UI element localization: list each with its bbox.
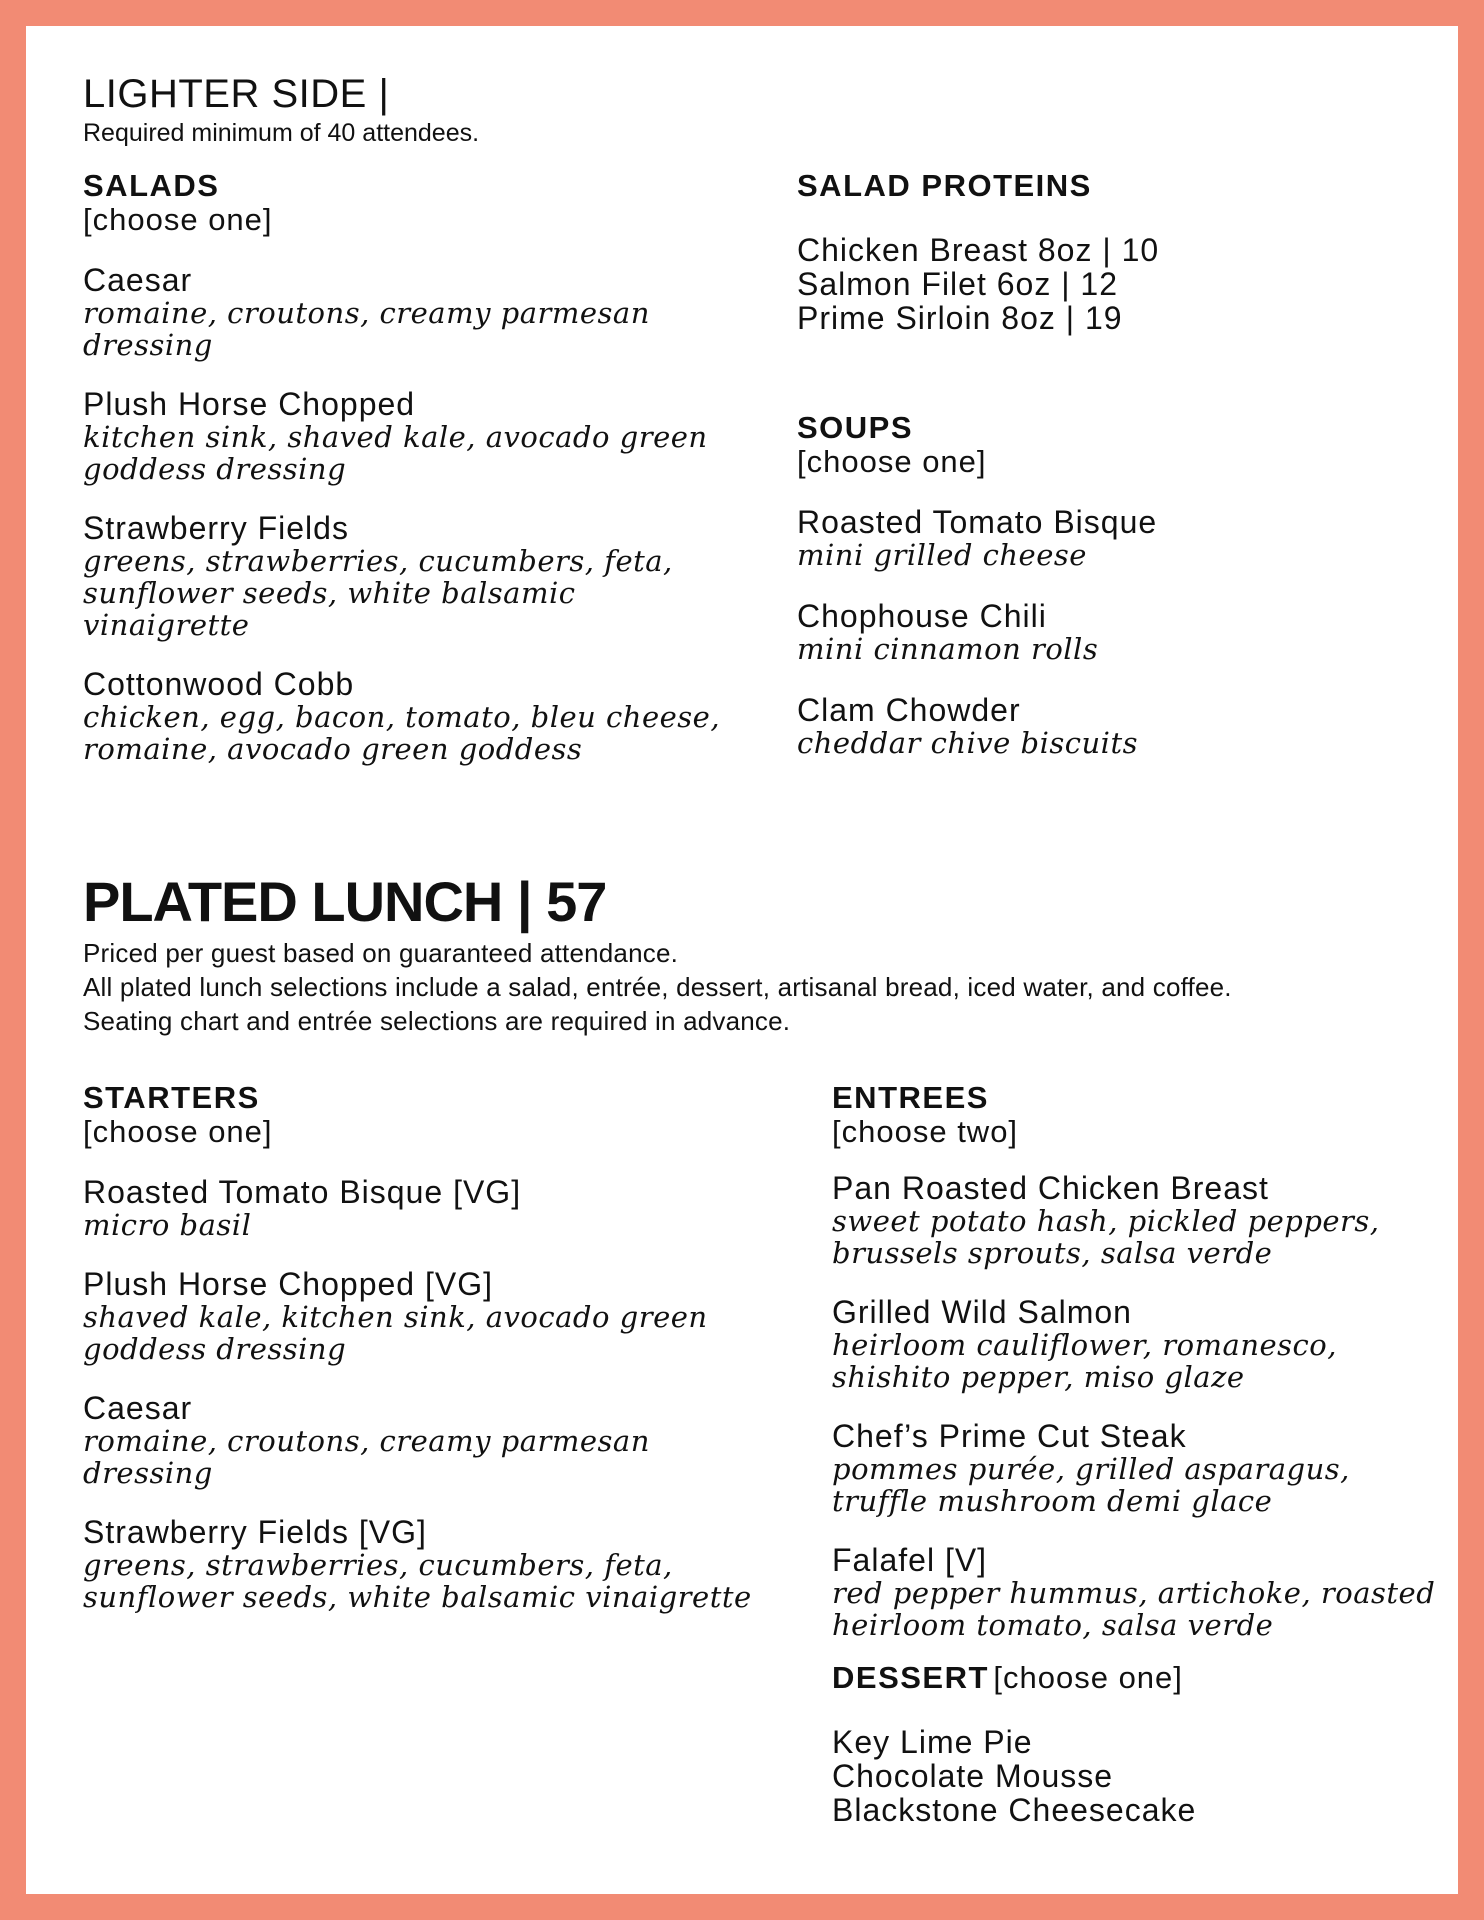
salads-section (83, 169, 783, 791)
salads-heading: SALADS (83, 168, 220, 203)
plated-lunch-notes (83, 936, 1232, 1038)
protein-item: Prime Sirloin 8oz | 19 (797, 300, 1123, 336)
soup-item-name: Clam Chowder (797, 692, 1021, 728)
soup-item-name: Chophouse Chili (797, 598, 1047, 634)
entree-item (832, 1419, 1452, 1517)
salads-choose: [choose one] (83, 202, 273, 237)
starter-item (83, 1175, 773, 1241)
soups-choose: [choose one] (797, 444, 987, 479)
salad-item-name: Strawberry Fields (83, 510, 349, 546)
starters-section (83, 1081, 803, 1639)
dessert-choose: [choose one] (993, 1660, 1183, 1695)
starter-item-desc: micro basil (83, 1208, 252, 1242)
starter-item-name: Strawberry Fields [VG] (83, 1514, 427, 1550)
entree-item (832, 1171, 1452, 1269)
soup-item-desc: mini cinnamon rolls (797, 632, 1099, 666)
salad-proteins-heading: SALAD PROTEINS (797, 168, 1092, 203)
protein-item: Salmon Filet 6oz | 12 (797, 266, 1119, 302)
salad-item-desc: romaine, croutons, creamy parmesan dressing (83, 296, 650, 362)
protein-item: Chicken Breast 8oz | 10 (797, 232, 1160, 268)
plated-lunch-note: All plated lunch selections include a salad, entrée, dessert, artisanal bread, iced water, and coffee. (83, 972, 1232, 1002)
lighter-side-title: LIGHTER SIDE | (83, 72, 390, 116)
salad-item (83, 511, 723, 641)
starters-heading: STARTERS (83, 1080, 260, 1115)
dessert-heading: DESSERT (832, 1660, 989, 1695)
entree-item-name: Chef’s Prime Cut Steak (832, 1418, 1187, 1454)
dessert-item: Blackstone Cheesecake (832, 1792, 1197, 1828)
entrees-heading: ENTREES (832, 1080, 989, 1115)
entrees-section (832, 1081, 1452, 1827)
starter-item (83, 1515, 803, 1613)
salad-item-name: Cottonwood Cobb (83, 666, 355, 702)
soup-item (797, 599, 1417, 665)
entree-item-desc: pommes purée, grilled asparagus, truffle mushroom demi glace (832, 1452, 1350, 1518)
salad-item-desc: kitchen sink, shaved kale, avocado green goddess dressing (83, 420, 708, 486)
salad-item-desc: chicken, egg, bacon, tomato, bleu cheese, romaine, avocado green goddess (83, 700, 721, 766)
soup-item-name: Roasted Tomato Bisque (797, 504, 1158, 540)
entree-item-name: Grilled Wild Salmon (832, 1294, 1132, 1330)
salad-item-name: Plush Horse Chopped (83, 386, 416, 422)
soups-section (797, 411, 1417, 785)
salad-proteins-section (797, 169, 1417, 335)
lighter-side-note: Required minimum of 40 attendees. (83, 119, 480, 147)
plated-lunch-note: Priced per guest based on guaranteed attendance. (83, 938, 679, 968)
soup-item (797, 505, 1417, 571)
starter-item-name: Caesar (83, 1390, 193, 1426)
entree-item-name: Falafel [V] (832, 1542, 988, 1578)
entree-item-desc: red pepper hummus, artichoke, roasted heirloom tomato, salsa verde (832, 1576, 1436, 1642)
entree-item-name: Pan Roasted Chicken Breast (832, 1170, 1269, 1206)
plated-lunch-note: Seating chart and entrée selections are required in advance. (83, 1006, 791, 1036)
dessert-header (832, 1661, 1452, 1695)
starter-item (83, 1267, 773, 1365)
menu-page (26, 26, 1458, 1894)
entree-item (832, 1295, 1452, 1393)
salad-item (83, 387, 773, 485)
plated-lunch-title: PLATED LUNCH | 57 (83, 870, 607, 933)
entree-item-desc: heirloom cauliflower, romanesco, shishito pepper, miso glaze (832, 1328, 1337, 1394)
starter-item-desc: shaved kale, kitchen sink, avocado green goddess dressing (83, 1300, 708, 1366)
starter-item-name: Roasted Tomato Bisque [VG] (83, 1174, 522, 1210)
soup-item-desc: cheddar chive biscuits (797, 726, 1138, 760)
starter-item-desc: greens, strawberries, cucumbers, feta, sunflower seeds, white balsamic vinaigrette (83, 1548, 752, 1614)
soup-item (797, 693, 1417, 759)
salad-item (83, 667, 773, 765)
starters-choose: [choose one] (83, 1114, 273, 1149)
soups-heading: SOUPS (797, 410, 914, 445)
soup-item-desc: mini grilled cheese (797, 538, 1087, 572)
starter-item-desc: romaine, croutons, creamy parmesan dressing (83, 1424, 650, 1490)
salad-item-desc: greens, strawberries, cucumbers, feta, sunflower seeds, white balsamic vinaigrette (83, 544, 673, 642)
dessert-item: Chocolate Mousse (832, 1758, 1114, 1794)
entree-item (832, 1543, 1452, 1641)
salad-item (83, 263, 723, 361)
entree-item-desc: sweet potato hash, pickled peppers, brussels sprouts, salsa verde (832, 1204, 1380, 1270)
starter-item (83, 1391, 723, 1489)
starter-item-name: Plush Horse Chopped [VG] (83, 1266, 493, 1302)
entrees-choose: [choose two] (832, 1114, 1019, 1149)
dessert-item: Key Lime Pie (832, 1724, 1033, 1760)
salad-item-name: Caesar (83, 262, 193, 298)
